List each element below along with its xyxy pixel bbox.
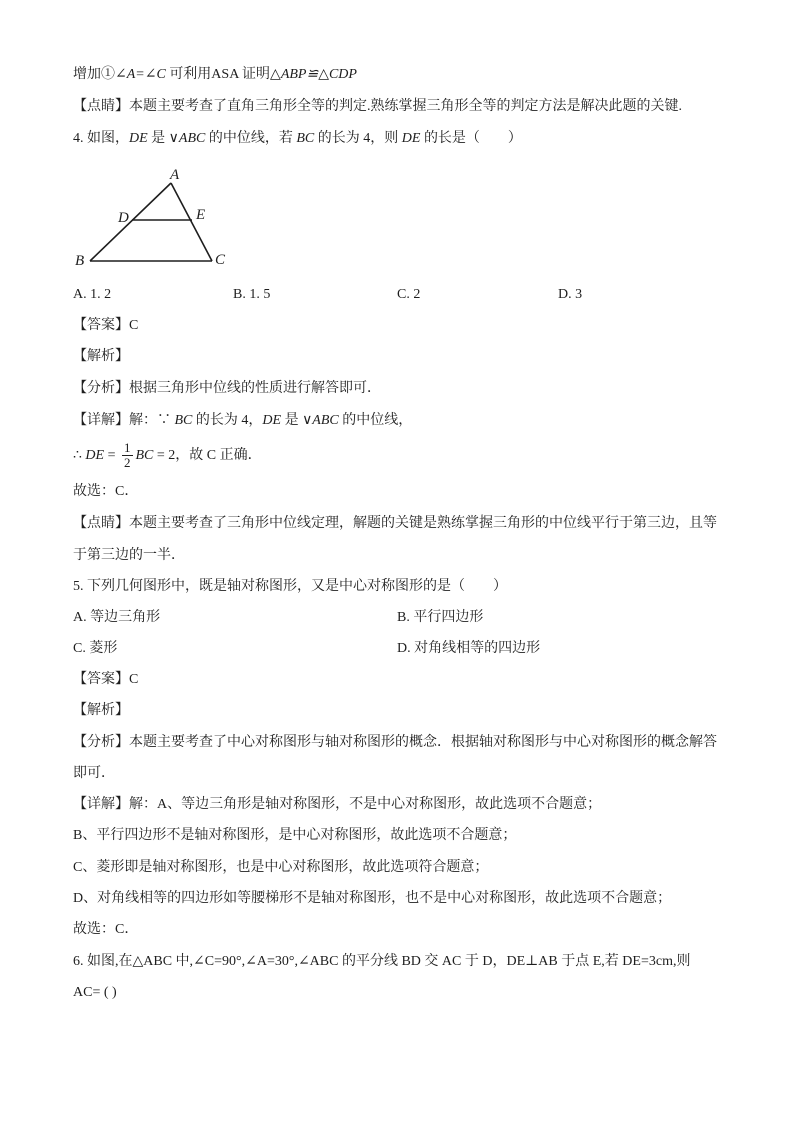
- math-segment: ∨ABC: [168, 131, 206, 146]
- math-segment: ∠A=∠C: [115, 67, 166, 82]
- equals-sign: =: [104, 448, 119, 463]
- q5-analysis-line2: 即可．: [73, 766, 115, 781]
- math-segment: ∨ABC: [302, 413, 339, 428]
- math-segment: BC: [296, 131, 315, 146]
- prev-question-line: [73, 65, 357, 85]
- q5-option-a: A. 等边三角形: [73, 610, 161, 625]
- q5-choose: 故选：C．: [73, 922, 139, 937]
- answer-tag: 【答案】: [73, 318, 129, 333]
- q4-option-a: A. 1. 2: [73, 287, 112, 302]
- text-segment: 的长为 4，则: [314, 131, 402, 146]
- label-c: C: [215, 252, 226, 268]
- text-segment: 的长为 4，: [192, 413, 263, 428]
- label-b: B: [75, 253, 85, 269]
- fraction-one-half: [122, 441, 133, 470]
- q4-choose: 故选：C．: [73, 484, 139, 499]
- text-segment: 的长是（ ）: [420, 131, 522, 146]
- analysis-tag: 【分析】: [73, 381, 129, 396]
- analysis-text: 根据三角形中位线的性质进行解答即可．: [129, 381, 381, 396]
- q4-note-line1: [73, 514, 717, 534]
- math-segment: △ABP≌△CDP: [270, 67, 357, 82]
- answer-value: C: [129, 672, 139, 687]
- text-segment: 可利用ASA 证明: [165, 67, 271, 82]
- text-segment: 的中位线，若: [205, 131, 297, 146]
- text-segment: 4. 如图，: [73, 131, 129, 146]
- text-segment: 的中位线，: [338, 413, 413, 428]
- q5-detail-line: 【详解】解：A、等边三角形是轴对称图形，不是中心对称图形，故此选项不合题意；: [73, 797, 602, 812]
- math-segment: BC: [174, 413, 193, 428]
- q4-stem: [73, 129, 522, 149]
- math-segment: DE: [262, 413, 282, 428]
- q5-answer: [73, 670, 138, 690]
- q4-detail-line2: [73, 440, 262, 472]
- text-segment: 是: [281, 413, 303, 428]
- fraction-numerator: 1: [124, 440, 131, 456]
- side-ab: [90, 183, 171, 261]
- therefore-symbol: ∴: [73, 448, 86, 463]
- analysis-tag: 【分析】: [73, 735, 129, 750]
- note-tag: 【点睛】: [73, 99, 129, 114]
- q5-stem: 5. 下列几何图形中，既是轴对称图形，又是中心对称图形的是（ ）: [73, 579, 507, 594]
- math-segment: DE: [401, 131, 421, 146]
- q4-jiexi: 【解析】: [73, 349, 129, 364]
- q4-option-d: D. 3: [558, 287, 583, 302]
- q6-stem-line2: AC= ( ): [73, 985, 117, 1000]
- text-segment: = 2，故 C 正确．: [153, 448, 262, 463]
- answer-tag: 【答案】: [73, 672, 129, 687]
- answer-value: C: [129, 318, 139, 333]
- q5-option-d: D. 对角线相等的四边形: [397, 641, 541, 656]
- note-text: 本题主要考查了三角形中位线定理，解题的关键是熟练掌握三角形的中位线平行于第三边，且等: [129, 516, 717, 531]
- triangle-midline-figure: [72, 162, 237, 274]
- label-a: A: [170, 167, 180, 183]
- text-segment: 是: [147, 131, 169, 146]
- label-d: D: [118, 210, 129, 226]
- analysis-text: 本题主要考查了中心对称图形与轴对称图形的概念．根据轴对称图形与中心对称图形的概念解答: [129, 735, 717, 750]
- side-ac: [171, 183, 212, 261]
- q4-analysis: [73, 379, 381, 399]
- q5-analysis-line1: [73, 733, 717, 753]
- q4-option-c: C. 2: [397, 287, 421, 302]
- text-segment: 增加①: [73, 67, 115, 82]
- q6-stem-line1: 6. 如图,在△ABC 中,∠C=90°,∠A=30°,∠ABC 的平分线 BD 交 AC 于 D，DE⊥AB 于点 E,若 DE=3cm,则: [73, 954, 691, 969]
- note-tag: 【点睛】: [73, 516, 129, 531]
- label-e: E: [196, 207, 206, 223]
- q4-detail-line1: [73, 411, 412, 431]
- math-segment: BC: [135, 448, 154, 463]
- note-text: 本题主要考查了直角三角形全等的判定.熟练掌握三角形全等的判定方法是解决此题的关键.: [129, 99, 682, 114]
- q5-detail-line: B、平行四边形不是轴对称图形，是中心对称图形，故此选项不合题意；: [73, 828, 517, 843]
- prev-question-note: [73, 97, 682, 117]
- q4-note-line2: 于第三边的一半．: [73, 548, 185, 563]
- text-segment: 【详解】解：∵: [73, 413, 175, 428]
- q5-detail-line: D、对角线相等的四边形如等腰梯形不是轴对称图形，也不是中心对称图形，故此选项不合题意；: [73, 891, 672, 906]
- q5-option-b: B. 平行四边形: [397, 610, 484, 625]
- math-segment: DE: [85, 448, 105, 463]
- q5-detail-line: C、菱形即是轴对称图形，也是中心对称图形，故此选项符合题意；: [73, 860, 489, 875]
- q5-option-c: C. 菱形: [73, 641, 118, 656]
- q4-answer: [73, 316, 138, 336]
- fraction-denominator: 2: [124, 455, 131, 471]
- math-segment: DE: [129, 131, 148, 146]
- q5-jiexi: 【解析】: [73, 703, 129, 718]
- q4-option-b: B. 1. 5: [233, 287, 271, 302]
